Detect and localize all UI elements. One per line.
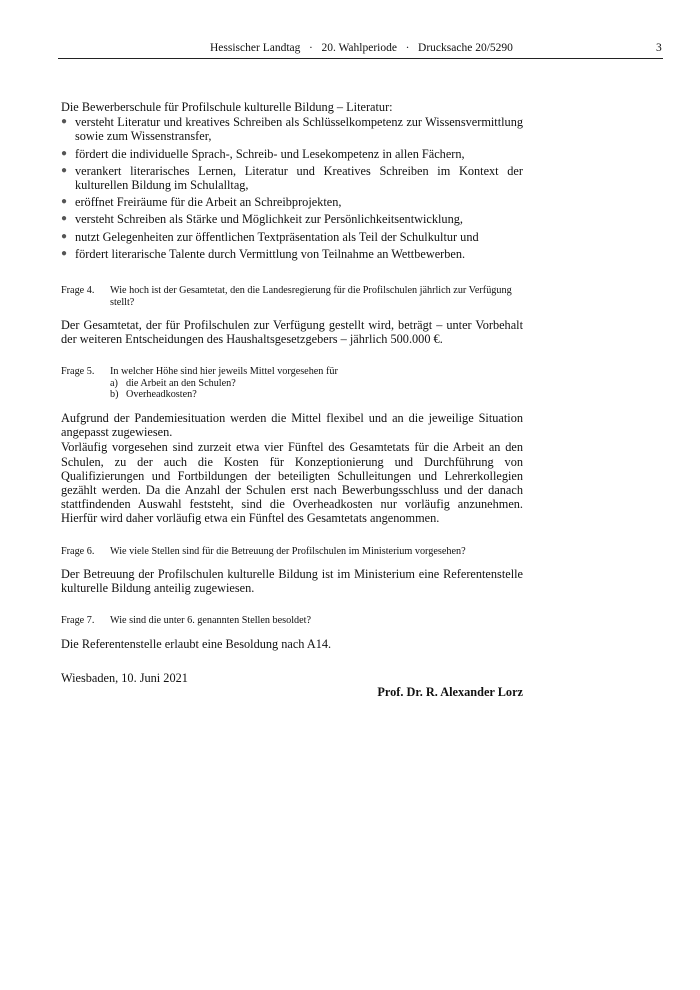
question-6 (61, 546, 523, 558)
bullet-icon: ● (61, 247, 68, 259)
answer-text: Der Betreuung der Profilschulen kulturelle Bildung ist im Ministerium eine Referentenstelle kulturelle Bildung anteilig zugewiesen. (61, 567, 523, 596)
list-item-text: versteht Literatur und kreatives Schreiben als Schlüsselkompetenz zur Wissensvermittlung sowie zum Wissenstransfer, (75, 115, 523, 144)
bullet-icon: ● (61, 213, 68, 225)
question-label: Frage 6. (61, 545, 95, 557)
list-item (61, 247, 523, 261)
question-text: Wie sind die unter 6. genannten Stellen besoldet? (110, 615, 312, 627)
question-body (110, 366, 523, 401)
answer-6 (61, 567, 523, 595)
list-item-text: versteht Schreiben als Stärke und Möglichkeit zur Persönlichkeitsentwicklung, (75, 212, 463, 227)
list-item (61, 212, 523, 226)
list-item (61, 115, 523, 143)
list-item (61, 195, 523, 209)
question-4 (61, 285, 523, 308)
document-body (61, 100, 523, 703)
bullet-icon: ● (61, 147, 68, 159)
question-label: Frage 7. (61, 615, 95, 627)
list-item-text: fördert die individuelle Sprach-, Schreib- und Lesekompetenz in allen Fächern, (75, 146, 465, 161)
list-item (61, 164, 523, 192)
question-7 (61, 615, 523, 627)
bullet-icon: ● (61, 196, 68, 208)
bullet-icon: ● (61, 164, 68, 176)
sub-text: Overheadkosten? (126, 389, 197, 401)
page-number: 3 (656, 42, 662, 54)
signatory-name: Prof. Dr. R. Alexander Lorz (377, 685, 523, 700)
sub-text: die Arbeit an den Schulen? (126, 377, 236, 389)
sub-question-b (110, 389, 523, 401)
header-title: Hessischer Landtag · 20. Wahlperiode · Drucksache 20/5290 (210, 42, 513, 54)
page-header (0, 42, 700, 58)
answer-5 (61, 411, 523, 526)
list-item-text: eröffnet Freiräume für die Arbeit an Schreibprojekten, (75, 195, 342, 210)
answer-4 (61, 318, 523, 346)
question-label: Frage 4. (61, 285, 95, 297)
question-text: In welcher Höhe sind hier jeweils Mittel vorgesehen für (110, 366, 338, 378)
header-rule (58, 58, 663, 59)
bullet-list (61, 115, 523, 261)
list-item-text: verankert literarisches Lernen, Literatur und Kreatives Schreiben im Kontext der kulturellen Bildung im Schulalltag, (75, 163, 523, 193)
list-item-text: nutzt Gelegenheiten zur öffentlichen Textpräsentation als Teil der Schulkultur und (75, 229, 479, 244)
sub-label: b) (110, 389, 119, 401)
question-text: Wie viele Stellen sind für die Betreuung der Profilschulen im Ministerium vorgesehen? (110, 545, 466, 557)
answer-text: Die Referentenstelle erlaubt eine Besoldung nach A14. (61, 636, 332, 651)
answer-7 (61, 637, 523, 651)
answer-text: Der Gesamtetat, der für Profilschulen zur Verfügung gestellt wird, beträgt – unter Vorbehalt der weiteren Entscheidungen des Haushaltsgesetzgebers – jährlich 500.000 €. (61, 318, 523, 347)
list-item (61, 147, 523, 161)
signature-block (61, 671, 523, 703)
bullet-icon: ● (61, 116, 68, 128)
answer-paragraph: Aufgrund der Pandemiesituation werden die Mittel flexibel und an die jeweilige Situation angepasst zugewiesen. (61, 410, 523, 440)
question-label: Frage 5. (61, 366, 95, 378)
answer-paragraph: Vorläufig vorgesehen sind zurzeit etwa vier Fünftel des Gesamtetats für die Arbeit an den Schulen, zu der auch die Kosten für Konzeptionierung und Durchführung von Qualifizierungen und Fortbildungen der beteiligten Schulleitungen und Lehrerkollegien gezählt werden. Da die Anzahl der Schulen erst nach Bewerbungsschluss und der danach stattfindenden Auswahl feststeht, sind die Overheadkosten nur vorläufig anzunehmen. Hierfür wird daher vorläufig etwa ein Fünftel des Gesamtetats angenommen. (61, 440, 523, 526)
sub-label: a) (110, 377, 118, 389)
sub-question-a (110, 378, 523, 390)
place-date: Wiesbaden, 10. Juni 2021 (61, 671, 188, 686)
question-text: Wie hoch ist der Gesamtetat, den die Landesregierung für die Profilschulen jährlich zur Verfügung stellt? (110, 285, 512, 308)
intro-text: Die Bewerberschule für Profilschule kulturelle Bildung – Literatur: (61, 100, 393, 114)
bullet-icon: ● (61, 230, 68, 242)
list-item-text: fördert literarische Talente durch Vermittlung von Teilnahme an Wettbewerben. (75, 246, 466, 261)
question-5 (61, 366, 523, 401)
list-item (61, 230, 523, 244)
